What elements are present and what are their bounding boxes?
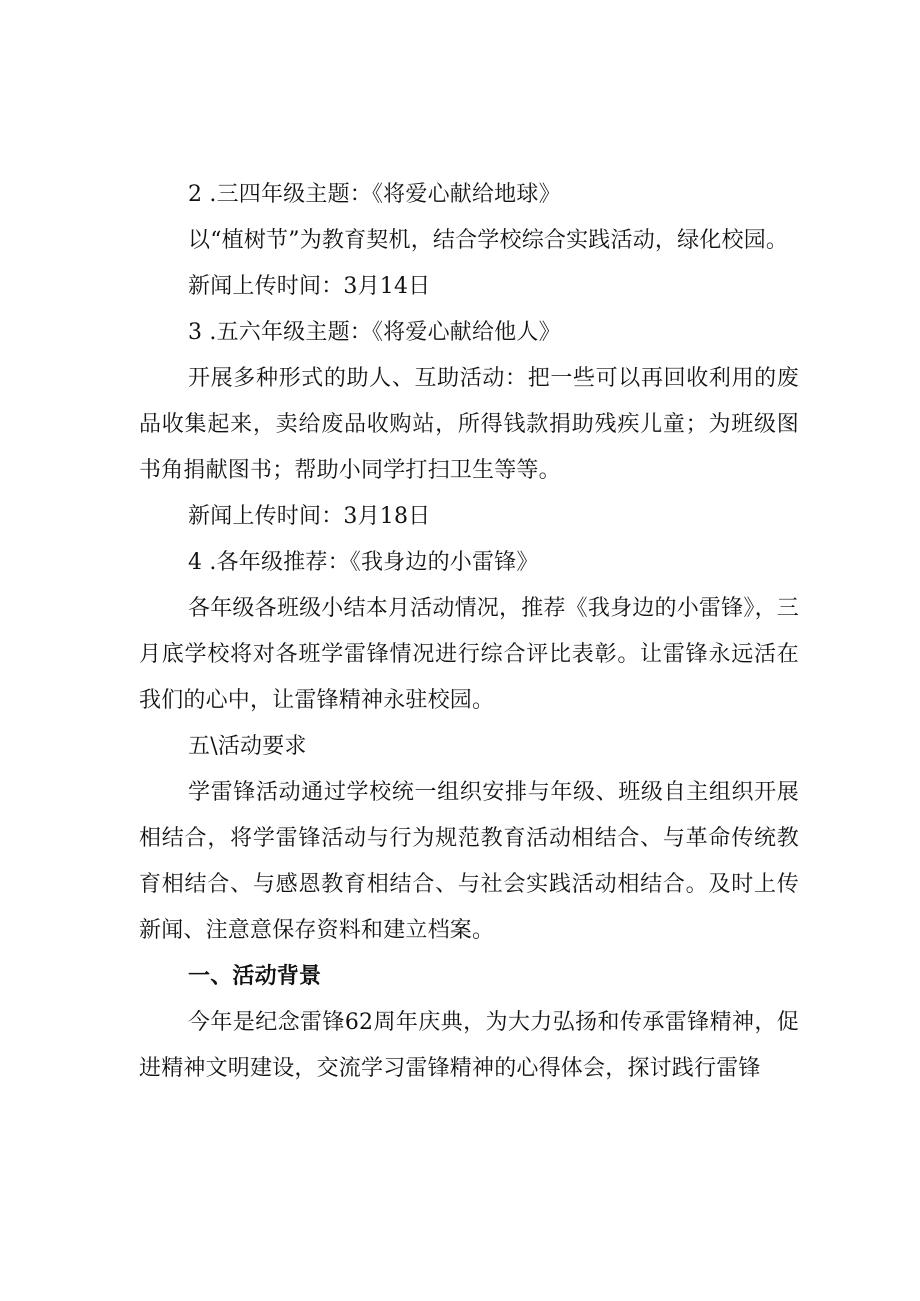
subtopic-all-grades: 4 .各年级推荐：《我身边的小雷锋》 — [188, 550, 539, 575]
subtopic-grade-3-4: 2 .三四年级主题：《将爱心献给地球》 — [188, 182, 561, 207]
paragraph-helping-activities: 开展多种形式的助人、互助活动：把一些可以再回收利用的废品收集起来，卖给废品收购站，所得钱款捐助残疾儿童；为班级图书角捐献图书；帮助小同学打扫卫生等等。 — [139, 366, 799, 483]
news-upload-date-1: 新闻上传时间：3月14日 — [188, 274, 431, 299]
section-heading-background: 一、活动背景 — [188, 964, 322, 989]
subtopic-grade-5-6: 3 .五六年级主题：《将爱心献给他人》 — [188, 320, 561, 345]
paragraph-background: 今年是纪念雷锋62周年庆典，为大力弘扬和传承雷锋精神，促进精神文明建设，交流学习雷锋精神的心得体会，探讨践行雷锋 — [139, 1010, 799, 1081]
document-body — [139, 172, 799, 1092]
paragraph-requirements: 学雷锋活动通过学校统一组织安排与年级、班级自主组织开展相结合，将学雷锋活动与行为规范教育活动相结合、与革命传统教育相结合、与感恩教育相结合、与社会实践活动相结合。及时上传新闻、注意意保存资料和建立档案。 — [139, 780, 799, 943]
news-upload-date-2: 新闻上传时间：3月18日 — [188, 504, 431, 529]
section-heading-requirements: 五\活动要求 — [188, 734, 307, 759]
paragraph-tree-planting: 以“植树节”为教育契机，结合学校综合实践活动，绿化校园。 — [188, 228, 789, 253]
paragraph-recommendation: 各年级各班级小结本月活动情况，推荐《我身边的小雷锋》，三月底学校将对各班学雷锋情况进行综合评比表彰。让雷锋永远活在我们的心中，让雷锋精神永驻校园。 — [139, 596, 799, 713]
